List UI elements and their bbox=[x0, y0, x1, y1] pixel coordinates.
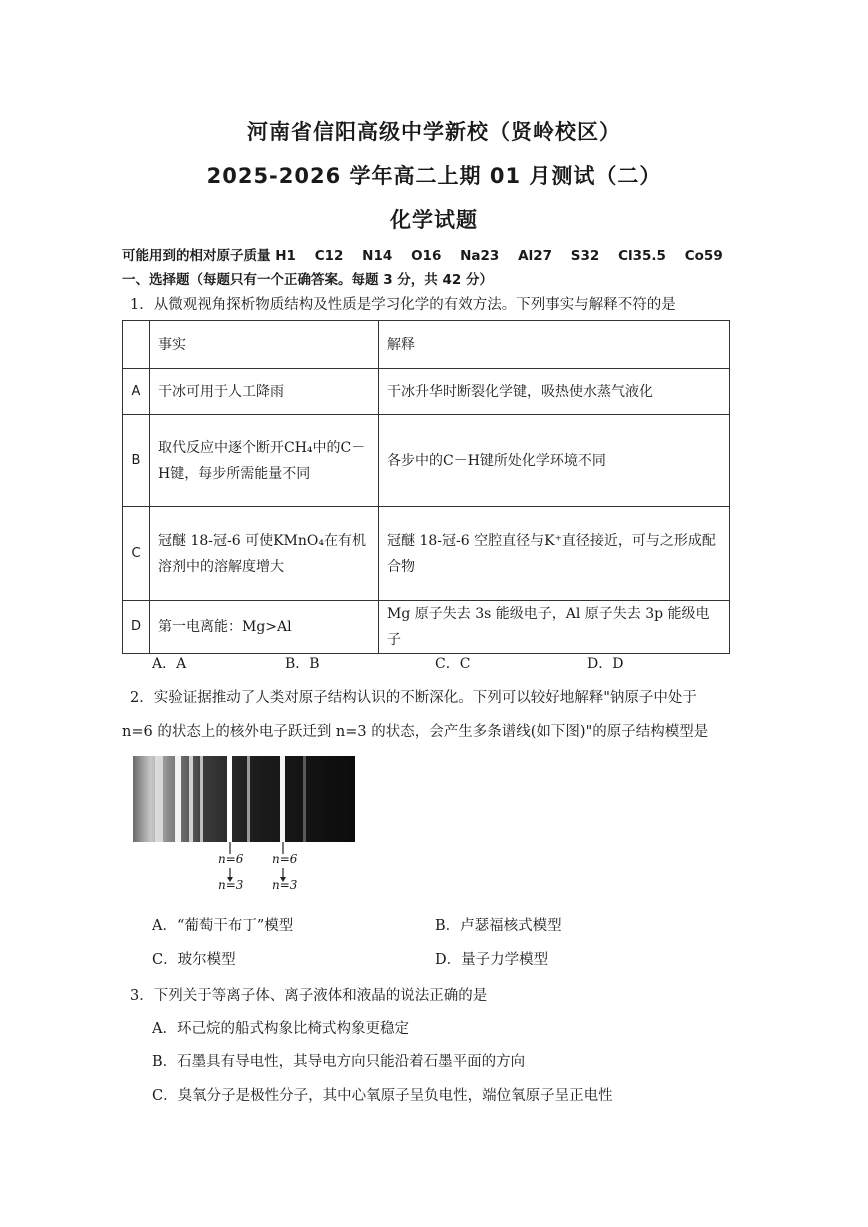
row-label: B bbox=[123, 415, 150, 507]
label-n3-left: n=3 bbox=[218, 878, 244, 892]
row-fact: 冠醚 18-冠-6 可使KMnO₄在有机溶剂中的溶解度增大 bbox=[150, 507, 379, 601]
row-fact: 干冰可用于人工降雨 bbox=[150, 369, 379, 415]
choice-c[interactable]: C．C bbox=[435, 656, 471, 672]
q2-option-a[interactable]: A．“葡萄干布丁”模型 bbox=[152, 918, 294, 934]
q3-option-a[interactable]: A．环己烷的船式构象比椅式构象更稳定 bbox=[152, 1021, 409, 1037]
row-explain: 各步中的C－H键所处化学环境不同 bbox=[379, 415, 730, 507]
row-fact: 第一电离能：Mg>Al bbox=[150, 601, 379, 654]
q2-stem-line2: n=6 的状态上的核外电子跃迁到 n=3 的状态，会产生多条谱线(如下图)"的原子结构模型是 bbox=[122, 724, 709, 740]
table-row bbox=[123, 601, 730, 654]
label-n6-right: n=6 bbox=[272, 852, 298, 866]
row-label: A bbox=[123, 369, 150, 415]
sodium-spectrum-image bbox=[133, 756, 355, 842]
school-title: 河南省信阳高级中学新校（贤岭校区） bbox=[247, 120, 621, 144]
q3-option-c[interactable]: C．臭氧分子是极性分子，其中心氧原子呈负电性，端位氧原子呈正电性 bbox=[152, 1088, 613, 1104]
table-header-fact: 事实 bbox=[150, 321, 379, 369]
choice-d[interactable]: D．D bbox=[587, 656, 624, 672]
row-explain: 冠醚 18-冠-6 空腔直径与K⁺直径接近，可与之形成配合物 bbox=[379, 507, 730, 601]
table-header-explain: 解释 bbox=[379, 321, 730, 369]
row-explain: Mg 原子失去 3s 能级电子，Al 原子失去 3p 能级电子 bbox=[379, 601, 730, 654]
q3-option-b[interactable]: B．石墨具有导电性，其导电方向只能沿着石墨平面的方向 bbox=[152, 1054, 526, 1070]
table-row bbox=[123, 415, 730, 507]
q2-option-b[interactable]: B．卢瑟福核式模型 bbox=[435, 918, 562, 934]
table-row bbox=[123, 369, 730, 415]
label-n6-left: n=6 bbox=[218, 852, 244, 866]
q2-option-d[interactable]: D．量子力学模型 bbox=[435, 952, 549, 968]
exam-title: 2025-2026 学年高二上期 01 月测试（二） bbox=[206, 164, 662, 188]
table-cell bbox=[123, 321, 150, 369]
q2-option-c[interactable]: C．玻尔模型 bbox=[152, 952, 236, 968]
table-row bbox=[123, 507, 730, 601]
choice-a[interactable]: A．A bbox=[152, 656, 187, 672]
q3-stem: 3．下列关于等离子体、离子液体和液晶的说法正确的是 bbox=[130, 988, 488, 1004]
section-heading: 一、选择题（每题只有一个正确答案。每题 3 分，共 42 分） bbox=[122, 272, 493, 288]
subject-title: 化学试题 bbox=[390, 208, 478, 232]
atomic-mass-line: 可能用到的相对原子质量 H1 C12 N14 O16 Na23 Al27 S32 Cl35.5 Co59 bbox=[122, 248, 723, 264]
choice-b[interactable]: B．B bbox=[285, 656, 320, 672]
q2-stem-line1: 2．实验证据推动了人类对原子结构认识的不断深化。下列可以较好地解释"钠原子中处于 bbox=[130, 690, 697, 706]
label-n3-right: n=3 bbox=[272, 878, 298, 892]
table-header-row bbox=[123, 321, 730, 369]
q1-stem: 1．从微观视角探析物质结构及性质是学习化学的有效方法。下列事实与解释不符的是 bbox=[130, 297, 676, 313]
q1-table bbox=[122, 320, 730, 654]
row-label: D bbox=[123, 601, 150, 654]
row-label: C bbox=[123, 507, 150, 601]
row-explain: 干冰升华时断裂化学键，吸热使水蒸气液化 bbox=[379, 369, 730, 415]
row-fact: 取代反应中逐个断开CH₄中的C－H键，每步所需能量不同 bbox=[150, 415, 379, 507]
